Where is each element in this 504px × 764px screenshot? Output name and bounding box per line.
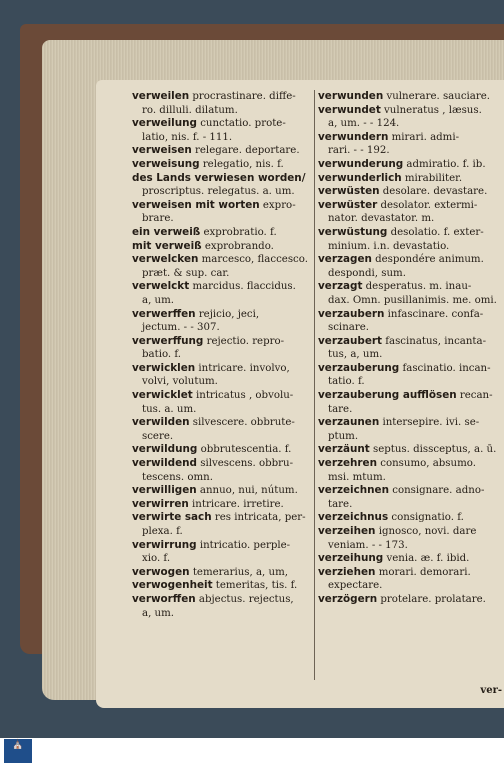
dictionary-entry-line [132, 593, 318, 607]
headword: verzeihung [318, 552, 384, 565]
dictionary-entry-line [318, 525, 504, 539]
definition: expro- [259, 199, 296, 211]
definition: a, um. [142, 294, 175, 306]
dictionary-entry-line [132, 294, 318, 308]
definition: relegatio, nis. f. [199, 158, 284, 170]
dictionary-entry-line [318, 144, 504, 158]
headword: verweisen [132, 144, 192, 157]
headword: verwelcken [132, 253, 199, 266]
definition: morari. demorari. [375, 566, 471, 578]
dictionary-entry-line [132, 172, 318, 186]
definition: protelare. prolatare. [377, 593, 486, 605]
headword: verzaubert [318, 334, 382, 347]
definition: desolator. extermi- [377, 199, 478, 211]
definition: exprobrando. [201, 240, 274, 252]
dictionary-entry-line [132, 335, 318, 349]
headword: verwildung [132, 443, 198, 456]
dictionary-entry-line [132, 104, 318, 118]
dictionary-entry-line [132, 430, 318, 444]
headword: verzäunt [318, 443, 370, 456]
definition: jectum. - - 307. [142, 322, 220, 334]
dictionary-entry-line [318, 403, 504, 417]
dictionary-entry-line [318, 539, 504, 553]
definition: recan- [456, 390, 493, 402]
dictionary-entry-line [132, 158, 318, 172]
definition: dax. Omn. pusillanimis. me. omi. [328, 294, 497, 306]
dictionary-entry-line [132, 90, 318, 104]
definition: cunctatio. prote- [196, 118, 286, 130]
definition: despondére animum. [371, 254, 484, 266]
dictionary-entry-line [318, 90, 504, 104]
definition: a, um. [142, 607, 175, 619]
definition: intricatus , obvolu- [192, 390, 294, 402]
definition: desolatio. f. exter- [387, 226, 484, 238]
headword: verzagen [318, 253, 372, 266]
dictionary-entry-line [318, 212, 504, 226]
dictionary-entry-line [318, 552, 504, 566]
definition: mirabiliter. [401, 172, 463, 184]
dictionary-entry-line [132, 511, 318, 525]
headword: verwunden [318, 90, 384, 102]
dictionary-entry-line [132, 199, 318, 213]
dictionary-entry-line [318, 335, 504, 349]
headword: verweisung [132, 157, 200, 170]
headword: verzauberung [318, 361, 400, 374]
definition: consignatio. f. [388, 512, 464, 524]
headword: verzögern [318, 592, 378, 605]
definition: marcidus. flaccidus. [189, 281, 296, 293]
headword: verwilligen [132, 484, 197, 497]
definition: volvi, volutum. [142, 376, 218, 388]
headword: verwirren [132, 497, 189, 510]
right-column [318, 90, 504, 607]
definition: exprobratio. f. [200, 226, 277, 238]
definition: rari. - - 192. [328, 145, 390, 157]
headword: verwildend [132, 457, 197, 470]
dictionary-entry-line [132, 403, 318, 417]
dictionary-entry-line [318, 511, 504, 525]
dictionary-entry-line [318, 117, 504, 131]
headword: verwüsten [318, 185, 380, 198]
dictionary-entry-line [132, 484, 318, 498]
definition: annuo, nui, nútum. [196, 485, 298, 497]
definition: præt. & sup. car. [142, 267, 230, 279]
dictionary-entry-line [132, 457, 318, 471]
headword: verwicklen [132, 361, 196, 374]
dictionary-entry-line [132, 443, 318, 457]
headword: verwüster [318, 198, 378, 211]
headword: des Lands verwiesen worden/ [132, 171, 306, 184]
dictionary-entry-line [318, 348, 504, 362]
dictionary-entry-line [132, 226, 318, 240]
dictionary-entry-line [318, 185, 504, 199]
catchword: ver- [480, 685, 502, 696]
dictionary-entry-line [132, 321, 318, 335]
dictionary-entry-line [318, 498, 504, 512]
dictionary-entry-line [132, 607, 318, 621]
library-logo-icon: ⛪ [12, 740, 24, 750]
headword: verzauberung aufflösen [318, 389, 457, 402]
headword: verzeichnen [318, 484, 389, 497]
definition: vulneratus , læsus. [380, 104, 482, 116]
dictionary-entry-line [318, 240, 504, 254]
dictionary-entry-line [318, 226, 504, 240]
dictionary-entry-line [318, 104, 504, 118]
definition: fascinatus, incanta- [381, 335, 487, 347]
definition: vulnerare. sauciare. [383, 91, 490, 102]
dictionary-page [96, 80, 504, 708]
dictionary-entry-line [132, 144, 318, 158]
definition: silvescere. obbrute- [189, 417, 295, 429]
headword: verwerffung [132, 334, 204, 347]
definition: intricare. irretire. [188, 498, 284, 510]
headword: verwunderlich [318, 171, 402, 184]
dictionary-entry-line [132, 212, 318, 226]
dictionary-entry-line [132, 308, 318, 322]
dictionary-entry-line [318, 416, 504, 430]
definition: minium. i.n. devastatio. [328, 240, 450, 252]
headword: verweilen [132, 90, 190, 102]
headword: verwerffen [132, 307, 196, 320]
definition: scinare. [328, 322, 369, 334]
dictionary-entry-line [318, 443, 504, 457]
definition: a, um. - - 124. [328, 118, 400, 130]
dictionary-entry-line [132, 525, 318, 539]
library-logo[interactable] [4, 739, 32, 763]
headword: mit verweiß [132, 239, 202, 252]
definition: tatio. f. [328, 376, 365, 388]
headword: ein verweiß [132, 225, 201, 238]
dictionary-entry-line [132, 471, 318, 485]
headword: verzeihen [318, 525, 376, 537]
dictionary-entry-line [318, 389, 504, 403]
dictionary-entry-line [318, 308, 504, 322]
headword: verwunderung [318, 157, 404, 170]
definition: tescens. omn. [142, 471, 213, 483]
dictionary-entry-line [318, 321, 504, 335]
dictionary-entry-line [318, 253, 504, 267]
headword: verwelckt [132, 280, 190, 293]
definition: intricatio. perple- [196, 539, 291, 551]
headword: verzagt [318, 280, 363, 293]
definition: consumo, absumo. [377, 458, 476, 470]
dictionary-entry-line [132, 375, 318, 389]
headword: verziehen [318, 565, 376, 578]
dictionary-entry-line [318, 294, 504, 308]
dictionary-entry-line [318, 362, 504, 376]
definition: obbrutescentia. f. [197, 444, 292, 456]
column-divider [314, 90, 315, 680]
definition: ignosco, novi. dare [375, 526, 477, 537]
definition: expectare. [328, 580, 383, 592]
dictionary-entry-line [318, 566, 504, 580]
definition: temeritas, tis. f. [212, 580, 298, 592]
definition: infascinare. confa- [384, 308, 484, 320]
headword: verwundet [318, 103, 381, 116]
dictionary-entry-line [318, 172, 504, 186]
definition: admiratio. f. ib. [403, 158, 486, 170]
definition: proscriptus. relegatus. a. um. [142, 186, 295, 198]
headword: verwogen [132, 565, 190, 578]
headword: verwirte sach [132, 511, 212, 524]
headword: verwilden [132, 416, 190, 429]
dictionary-entry-line [132, 552, 318, 566]
definition: batio. f. [142, 349, 182, 361]
dictionary-entry-line [318, 484, 504, 498]
definition: tare. [328, 403, 353, 415]
definition: tus. a. um. [142, 403, 197, 415]
dictionary-entry-line [132, 498, 318, 512]
definition: latio, nis. f. - 111. [142, 131, 233, 143]
dictionary-entry-line [132, 566, 318, 580]
dictionary-entry-line [132, 131, 318, 145]
definition: res intricata, per- [211, 512, 306, 524]
dictionary-entry-line [132, 117, 318, 131]
definition: relegare. deportare. [191, 145, 300, 157]
definition: brare. [142, 213, 174, 225]
headword: verwirrung [132, 538, 197, 551]
headword: verwundern [318, 130, 389, 143]
headword: verzaunen [318, 416, 380, 429]
headword: verweisen mit worten [132, 198, 260, 211]
definition: marcesco, flaccesco. [198, 254, 308, 266]
definition: fascinatio. incan- [399, 362, 491, 374]
definition: ro. dilluli. dilatum. [142, 104, 238, 116]
viewer-footer [0, 738, 504, 764]
dictionary-entry-line [318, 593, 504, 607]
definition: desolare. devastare. [379, 186, 488, 198]
dictionary-entry-line [318, 471, 504, 485]
dictionary-entry-line [318, 199, 504, 213]
left-column [132, 90, 318, 620]
dictionary-entry-line [318, 158, 504, 172]
dictionary-entry-line [132, 253, 318, 267]
definition: veniam. - - 173. [328, 539, 408, 551]
definition: consignare. adno- [389, 485, 485, 497]
definition: scere. [142, 430, 174, 442]
definition: temerarius, a, um, [189, 566, 288, 578]
definition: nator. devastator. m. [328, 213, 435, 225]
definition: procrastinare. diffe- [189, 91, 296, 102]
definition: msi. mtum. [328, 471, 386, 483]
dictionary-entry-line [132, 240, 318, 254]
dictionary-entry-line [318, 280, 504, 294]
definition: despondi, sum. [328, 267, 406, 279]
dictionary-entry-line [132, 539, 318, 553]
definition: septus. dissceptus, a. ū. [369, 444, 497, 456]
definition: rejectio. repro- [203, 335, 285, 347]
headword: verweilung [132, 117, 197, 130]
headword: verzeichnus [318, 511, 389, 524]
dictionary-entry-line [318, 267, 504, 281]
dictionary-entry-line [318, 131, 504, 145]
dictionary-entry-line [132, 280, 318, 294]
definition: intricare. involvo, [195, 362, 290, 374]
definition: venia. æ. f. ibid. [383, 553, 470, 565]
dictionary-entry-line [318, 457, 504, 471]
headword: verzehren [318, 457, 378, 470]
definition: mirari. admi- [388, 131, 460, 143]
definition: silvescens. obbru- [197, 458, 294, 470]
dictionary-entry-line [132, 267, 318, 281]
dictionary-entry-line [132, 185, 318, 199]
definition: intersepire. ivi. se- [379, 417, 480, 429]
definition: tare. [328, 498, 353, 510]
definition: desperatus. m. inau- [362, 281, 472, 293]
dictionary-entry-line [132, 416, 318, 430]
headword: verworffen [132, 592, 196, 605]
dictionary-entry-line [132, 348, 318, 362]
definition: ptum. [328, 430, 359, 442]
dictionary-entry-line [132, 362, 318, 376]
definition: plexa. f. [142, 526, 183, 537]
dictionary-entry-line [318, 375, 504, 389]
headword: verwüstung [318, 225, 388, 238]
definition: abjectus. rejectus, [195, 593, 294, 605]
dictionary-entry-line [318, 579, 504, 593]
dictionary-entry-line [318, 430, 504, 444]
dictionary-entry-line [132, 579, 318, 593]
headword: verwogenheit [132, 579, 213, 592]
dictionary-entry-line [132, 389, 318, 403]
definition: rejicio, jeci, [195, 308, 260, 320]
headword: verwicklet [132, 389, 193, 402]
headword: verzaubern [318, 307, 385, 320]
definition: xio. f. [142, 553, 171, 565]
definition: tus, a, um. [328, 349, 383, 361]
